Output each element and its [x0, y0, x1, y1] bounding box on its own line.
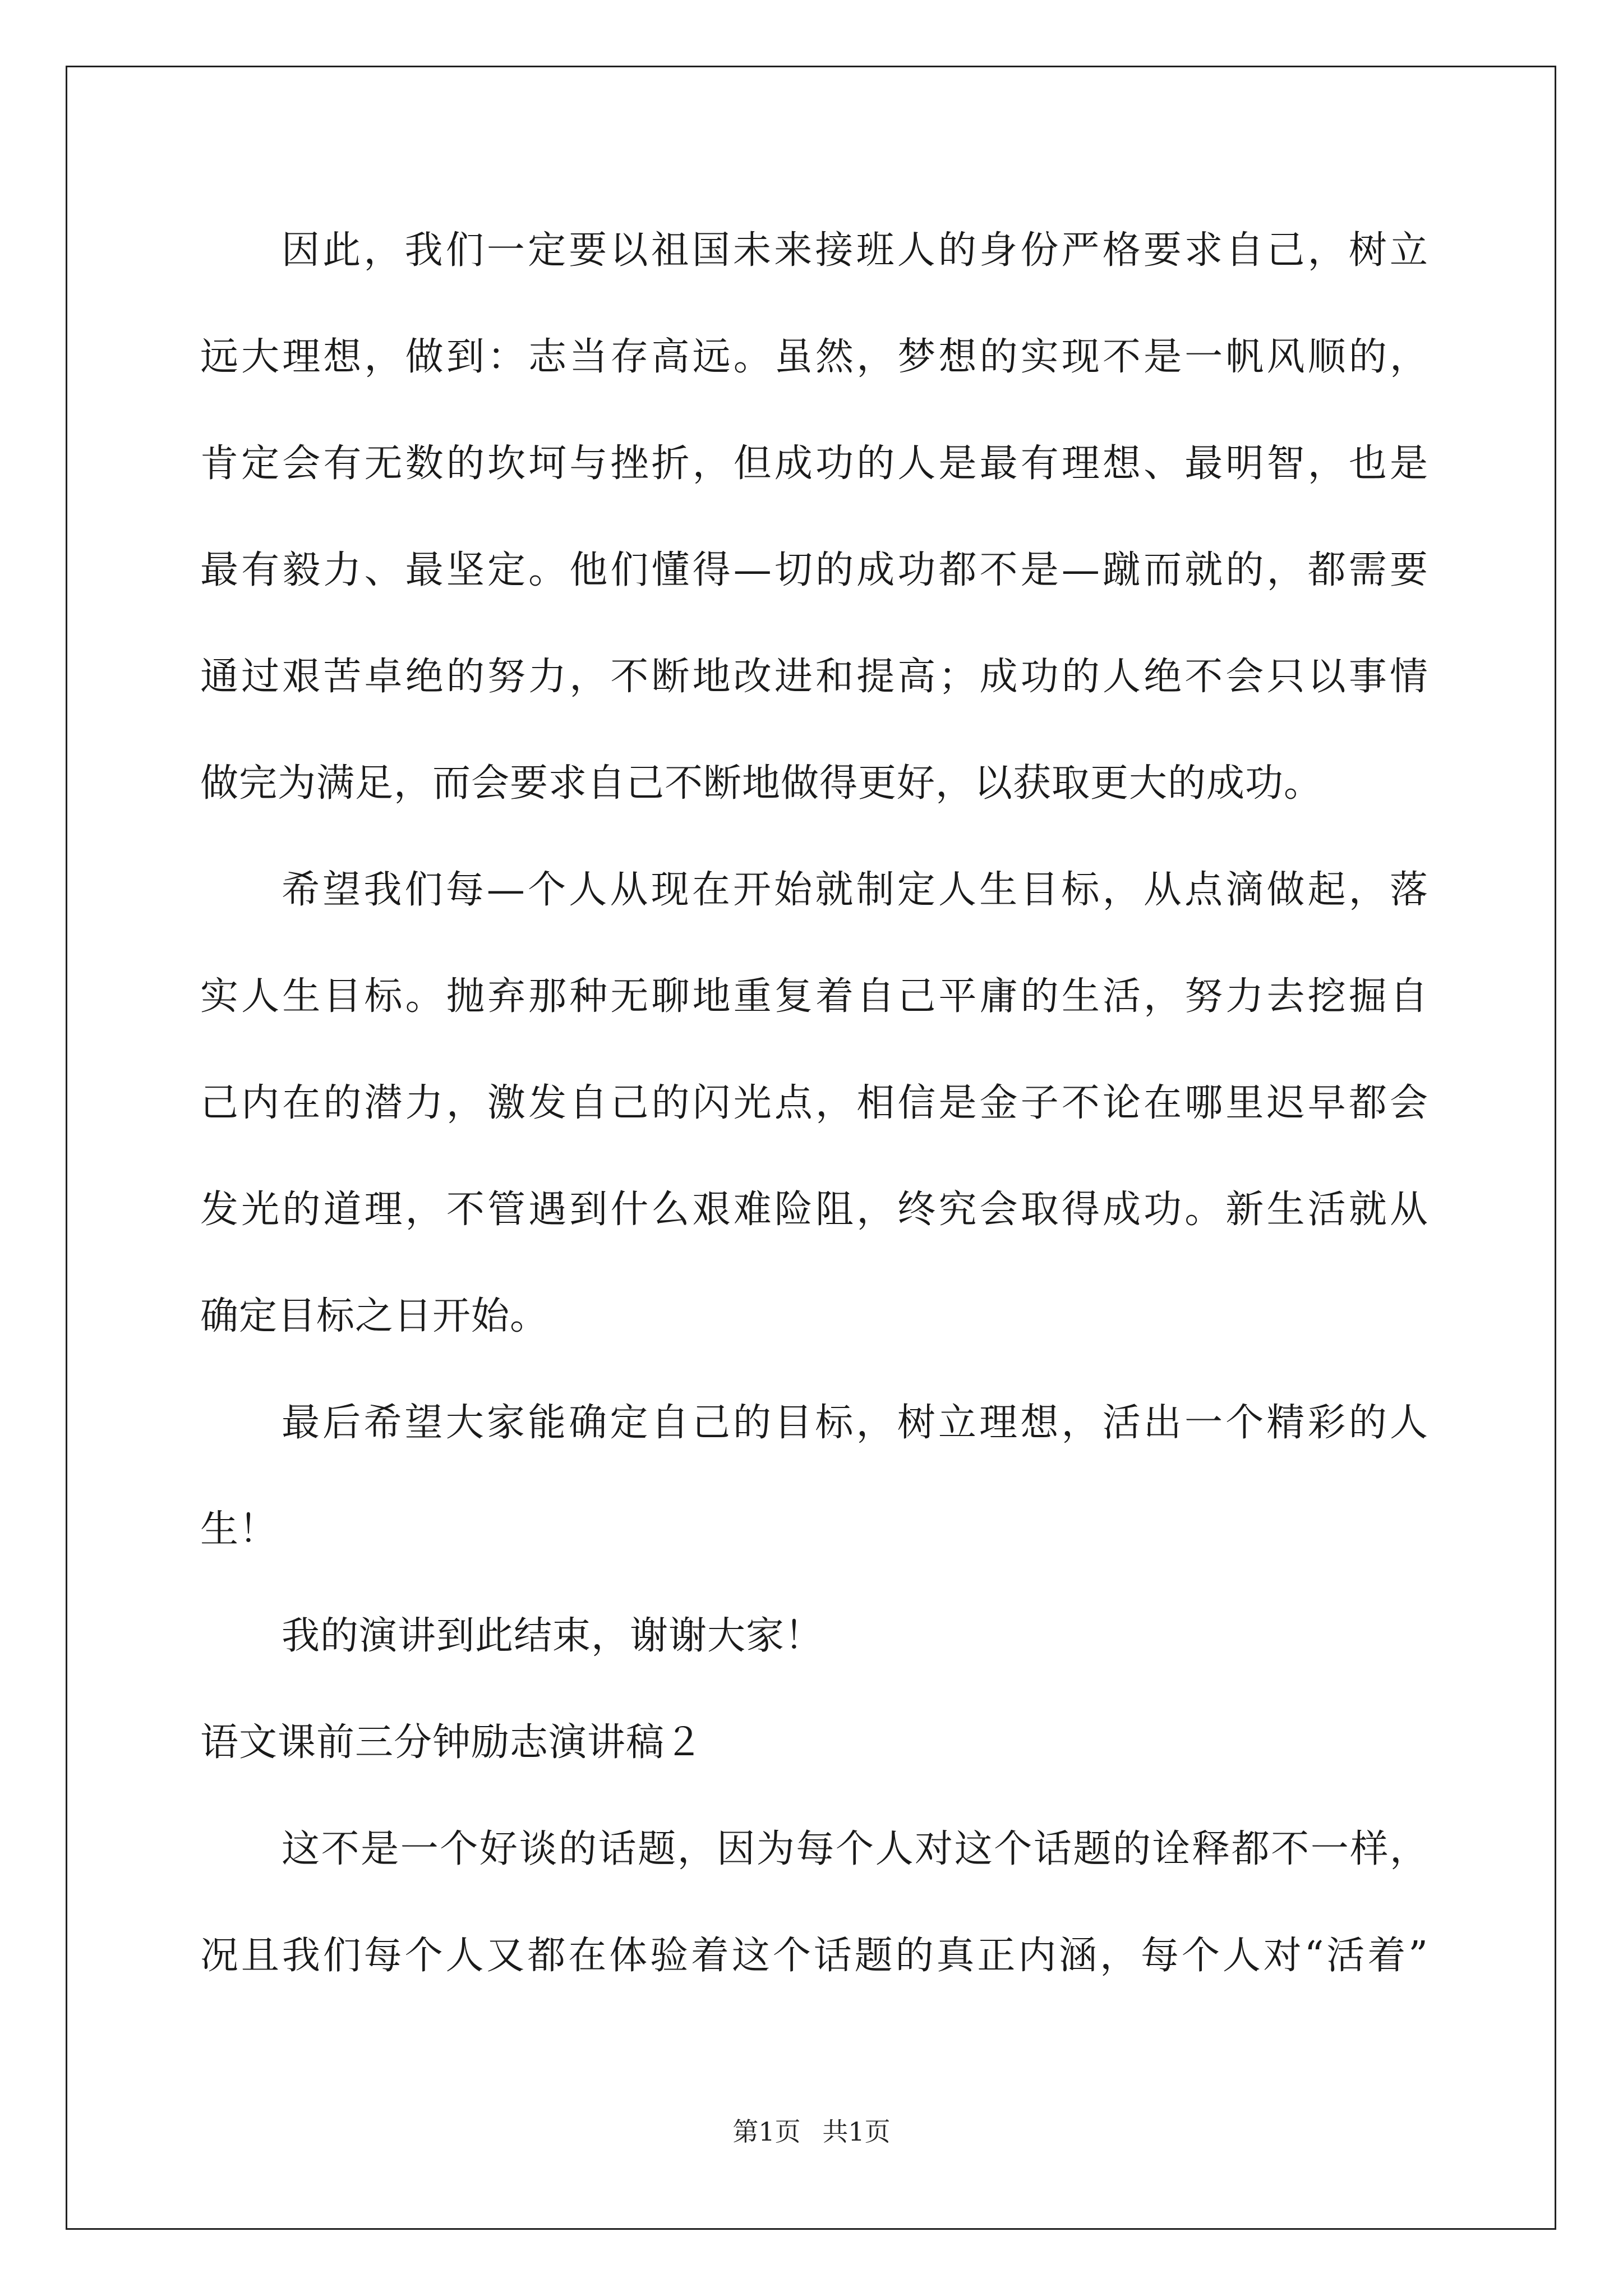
text-line: 远大理想，做到：志当存高远。虽然，梦想的实现不是一帆风顺的， [200, 335, 1428, 379]
text-line: 实人生目标。抛弃那种无聊地重复着自己平庸的生活，努力去挖掘自 [200, 974, 1428, 1019]
section-heading: 语文课前三分钟励志演讲稿２ [200, 1720, 704, 1765]
page-number-total: 共1页 [822, 2116, 891, 2147]
text-line: 肯定会有无数的坎坷与挫折，但成功的人是最有理想、最明智，也是 [200, 441, 1428, 486]
text-line: 最有毅力、最坚定。他们懂得—切的成功都不是—蹴而就的，都需要 [200, 548, 1428, 592]
text-line: 这不是一个好谈的话题，因为每个人对这个话题的诠释都不一样， [282, 1827, 1428, 1871]
page-number-current: 第1页 [732, 2116, 801, 2147]
text-line: 希望我们每—个人从现在开始就制定人生目标，从点滴做起，落 [282, 868, 1428, 912]
text-line: 生！ [200, 1507, 278, 1552]
text-line: 发光的道理，不管遇到什么艰难险阻，终究会取得成功。新生活就从 [200, 1188, 1428, 1232]
text-line: 做完为满足，而会要求自己不断地做得更好，以获取更大的成功。 [200, 761, 1323, 806]
text-line: 通过艰苦卓绝的努力，不断地改进和提高；成功的人绝不会只以事情 [200, 655, 1428, 699]
text-line: 我的演讲到此结束，谢谢大家！ [282, 1614, 824, 1658]
text-line: 己内在的潜力，激发自己的闪光点，相信是金子不论在哪里迟早都会 [200, 1081, 1428, 1125]
text-line: 况且我们每个人又都在体验着这个话题的真正内涵，每个人对“活着” [200, 1934, 1428, 1978]
page-footer [0, 2115, 1623, 2148]
text-line: 因此，我们一定要以祖国未来接班人的身份严格要求自己，树立 [282, 228, 1428, 273]
text-line: 最后希望大家能确定自己的目标，树立理想，活出一个精彩的人 [282, 1401, 1428, 1445]
text-line: 确定目标之日开始。 [200, 1294, 549, 1338]
